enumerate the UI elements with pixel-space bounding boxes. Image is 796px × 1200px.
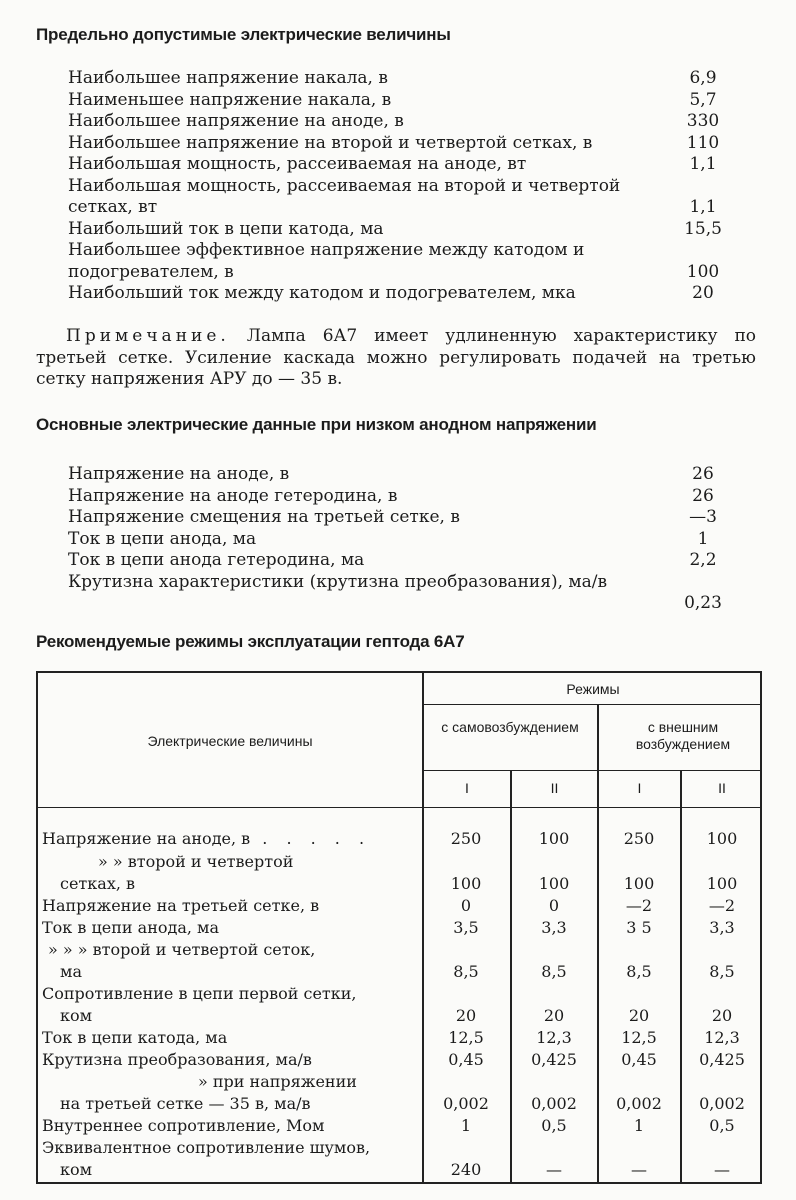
table-cell: — <box>714 1160 730 1179</box>
param-row: Напряжение смещения на третьей сетке, в —3 <box>68 507 717 527</box>
param-row: Наибольшее напряжение накала, в 6,9 <box>68 68 717 88</box>
row-label: Ток в цепи катода, ма <box>42 1028 228 1047</box>
section2-list <box>68 464 748 615</box>
table-cell: 1 <box>460 1116 472 1135</box>
table-cell: 0 <box>548 896 560 915</box>
subcol-header: I <box>637 780 642 796</box>
table-cell: 250 <box>450 829 482 848</box>
column-header-quantities: Электрические величины <box>147 733 313 749</box>
table-cell: 3 5 <box>626 918 652 937</box>
row-label: Сопротивление в цепи первой сетки, <box>42 984 357 1003</box>
table-cell: 100 <box>623 874 655 893</box>
row-label: Ток в цепи анода, ма <box>42 918 220 937</box>
row-label: Крутизна преобразования, ма/в <box>42 1050 312 1069</box>
table-cell: 100 <box>538 829 570 848</box>
row-label: Внутреннее сопротивление, Мом <box>42 1116 325 1135</box>
table-cell: 0,45 <box>448 1050 484 1069</box>
table-divider <box>422 704 760 705</box>
table-cell: —2 <box>708 896 736 915</box>
table-divider <box>422 673 424 1182</box>
table-cell: 0,002 <box>531 1094 577 1113</box>
subcol-header: II <box>550 780 559 796</box>
table-cell: 240 <box>450 1160 482 1179</box>
section2-heading: Основные электрические данные при низком анодном напряжении <box>36 415 597 434</box>
param-row: Напряжение на аноде, в 26 <box>68 464 714 484</box>
table-divider <box>422 770 760 771</box>
row-label: Эквивалентное сопротивление шумов, <box>42 1138 371 1157</box>
row-label: » » второй и четвертой <box>98 852 294 871</box>
param-row: Наибольшая мощность, рассеиваемая на аноде, вт 1,1 <box>68 154 717 174</box>
table-divider <box>510 770 512 1182</box>
table-cell: 250 <box>623 829 655 848</box>
table-cell: 0,425 <box>699 1050 745 1069</box>
subcol-header: II <box>718 780 726 796</box>
table-cell: 1 <box>633 1116 645 1135</box>
subgroup-header-self: с самовозбуждением <box>441 719 579 735</box>
param-row: Напряжение на аноде гетеродина, в 26 <box>68 485 714 506</box>
table-cell: 0,425 <box>531 1050 577 1069</box>
table-cell: 3,5 <box>453 918 479 937</box>
note-lead: Примечание. <box>66 326 230 346</box>
table-cell: 0,45 <box>621 1050 657 1069</box>
table-cell: 20 <box>455 1006 477 1025</box>
param-row: Крутизна характеристики (крутизна преобразования), ма/в 0,23 <box>68 571 722 613</box>
table-cell: 0,002 <box>616 1094 662 1113</box>
param-row: Ток в цепи анода гетеродина, ма 2,2 <box>68 550 717 570</box>
subcol-header: I <box>465 780 469 796</box>
table-cell: 3,3 <box>709 918 735 937</box>
table-cell: 0,002 <box>699 1094 745 1113</box>
param-row: Наибольшее напряжение на аноде, в 330 <box>68 111 720 131</box>
table-cell: 100 <box>538 874 570 893</box>
table-divider <box>597 704 599 1182</box>
table-cell: 12,3 <box>536 1028 572 1047</box>
row-label: Напряжение на третьей сетке, в <box>42 896 320 915</box>
table-cell: — <box>546 1160 562 1179</box>
table-cell: 12,5 <box>621 1028 657 1047</box>
section1-list <box>68 68 748 305</box>
table-divider <box>38 807 760 808</box>
row-label: ком <box>60 1160 93 1179</box>
row-label: » при напряжении <box>198 1072 357 1091</box>
param-row: Наибольшее напряжение на второй и четвертой сетках, в 110 <box>68 132 720 153</box>
section3-heading: Рекомендуемые режимы эксплуатации гептода 6А7 <box>36 632 465 651</box>
row-label: ма <box>60 962 82 981</box>
table-cell: 8,5 <box>709 962 735 981</box>
table-cell: 12,3 <box>704 1028 740 1047</box>
table-divider <box>680 770 682 1182</box>
table-cell: 12,5 <box>448 1028 484 1047</box>
row-label: сетках, в <box>60 874 136 893</box>
table-cell: 100 <box>706 874 738 893</box>
modes-table <box>36 671 762 1184</box>
table-cell: — <box>631 1160 647 1179</box>
param-row: Ток в цепи анода, ма 1 <box>68 528 709 549</box>
table-cell: 0,5 <box>709 1116 735 1135</box>
table-cell: 20 <box>711 1006 733 1025</box>
table-cell: 0 <box>460 896 472 915</box>
param-row: Наибольшее эффективное напряжение между катодом и подогревателем, в 100 <box>68 240 720 282</box>
param-row: Наибольший ток между катодом и подогревателем, мка 20 <box>68 283 714 303</box>
section1-heading: Предельно допустимые электрические величины <box>36 25 451 44</box>
row-label: ком <box>60 1006 93 1025</box>
note-paragraph <box>36 326 756 391</box>
subgroup-header-external: с внешним возбуждением <box>635 719 731 752</box>
table-cell: 3,3 <box>541 918 567 937</box>
param-row: Наименьшее напряжение накала, в 5,7 <box>68 89 717 110</box>
table-cell: 0,5 <box>541 1116 567 1135</box>
note-text: Лампа 6А7 имеет удлиненную характеристику по третьей сетке. Усиление каскада можно регулировать подачей на третью сетку напряжения АРУ до — 35 в. <box>36 326 757 389</box>
table-cell: 8,5 <box>626 962 652 981</box>
table-cell: —2 <box>625 896 653 915</box>
table-cell: 100 <box>706 829 738 848</box>
group-header-modes: Режимы <box>566 681 620 697</box>
param-row: Наибольшая мощность, рассеиваемая на второй и четвертой сетках, вт 1,1 <box>68 175 717 217</box>
table-cell: 100 <box>450 874 482 893</box>
table-cell: 0,002 <box>443 1094 489 1113</box>
row-label: Напряжение на аноде, в . . . . . <box>42 829 372 848</box>
table-cell: 20 <box>628 1006 650 1025</box>
table-cell: 8,5 <box>541 962 567 981</box>
param-row: Наибольший ток в цепи катода, ма 15,5 <box>68 218 722 239</box>
row-label: на третьей сетке — 35 в, ма/в <box>60 1094 311 1113</box>
row-label: » » » второй и четвертой сеток, <box>48 940 316 959</box>
table-cell: 8,5 <box>453 962 479 981</box>
table-cell: 20 <box>543 1006 565 1025</box>
